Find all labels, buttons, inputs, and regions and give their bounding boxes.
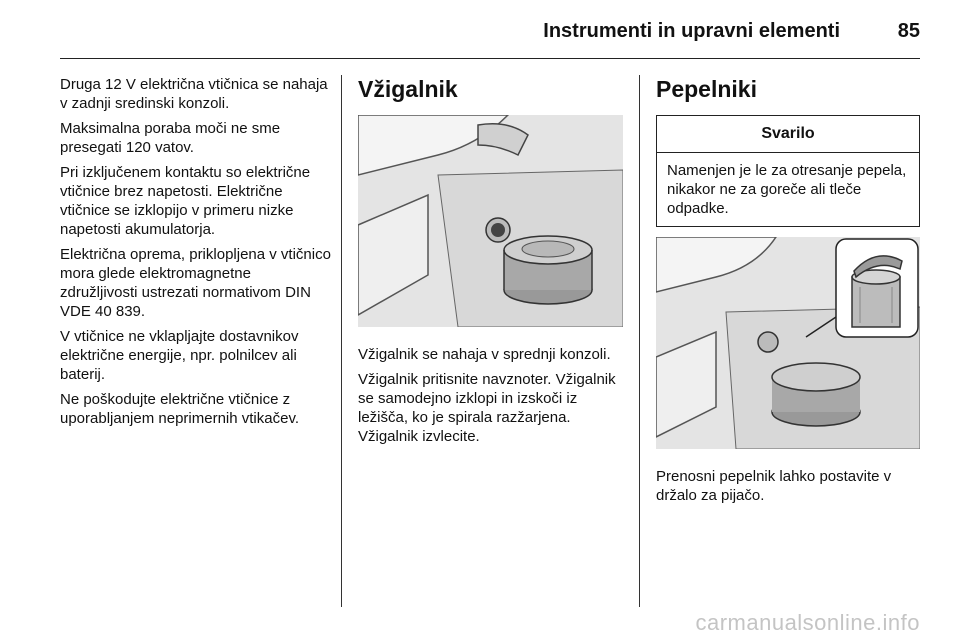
paragraph: Vžigalnik pritisnite navznoter. Vžigalnik se samodejno izklopi in izskoči iz ležišča, ko je spirala razžarjena. Vžigalnik izvlecite. xyxy=(358,371,616,445)
column-divider-1 xyxy=(341,75,342,607)
paragraph: Druga 12 V električna vtičnica se nahaja v zadnji sredinski konzoli. xyxy=(60,76,328,112)
portable-ashtray-illustration xyxy=(656,237,920,449)
paragraph: Maksimalna poraba moči ne sme presegati 120 vatov. xyxy=(60,120,281,156)
section-heading-lighter: Vžigalnik xyxy=(358,76,458,102)
page-title: Instrumenti in upravni elementi xyxy=(543,20,840,42)
column-lighter xyxy=(358,75,623,452)
cigarette-lighter-illustration xyxy=(358,115,623,327)
warning-text: Namenjen je le za otresanje pepela, nikakor ne za goreče ali tleče odpadke. xyxy=(667,162,907,217)
paragraph: V vtičnice ne vklapljajte dostavnikov električne energije, npr. polnilcev ali baterij. xyxy=(60,328,299,383)
paragraph: Pri izključenem kontaktu so električne vtičnice brez napetosti. Električne vtičnice se izklopijo v primeru nizke napetosti akumulatorja. xyxy=(60,164,311,238)
column-power-outlet xyxy=(60,75,332,434)
header-divider xyxy=(60,58,920,59)
column-ashtrays xyxy=(656,75,920,511)
paragraph: Vžigalnik se nahaja v sprednji konzoli. xyxy=(358,346,611,363)
page-number: 85 xyxy=(897,20,920,42)
paragraph: Električna oprema, priklopljena v vtičnico mora glede elektromagnetne združljivosti ustrezati normativom DIN VDE 40 839. xyxy=(60,246,331,320)
paragraph: Prenosni pepelnik lahko postavite v držalo za pijačo. xyxy=(656,468,892,504)
section-heading-ashtrays: Pepelniki xyxy=(656,76,757,102)
warning-box xyxy=(656,115,920,227)
warning-title: Svarilo xyxy=(657,116,919,153)
watermark: carmanualsonline.info xyxy=(695,610,920,635)
paragraph: Ne poškodujte električne vtičnice z uporabljanjem neprimernih vtikačev. xyxy=(60,391,300,427)
column-divider-2 xyxy=(639,75,640,607)
